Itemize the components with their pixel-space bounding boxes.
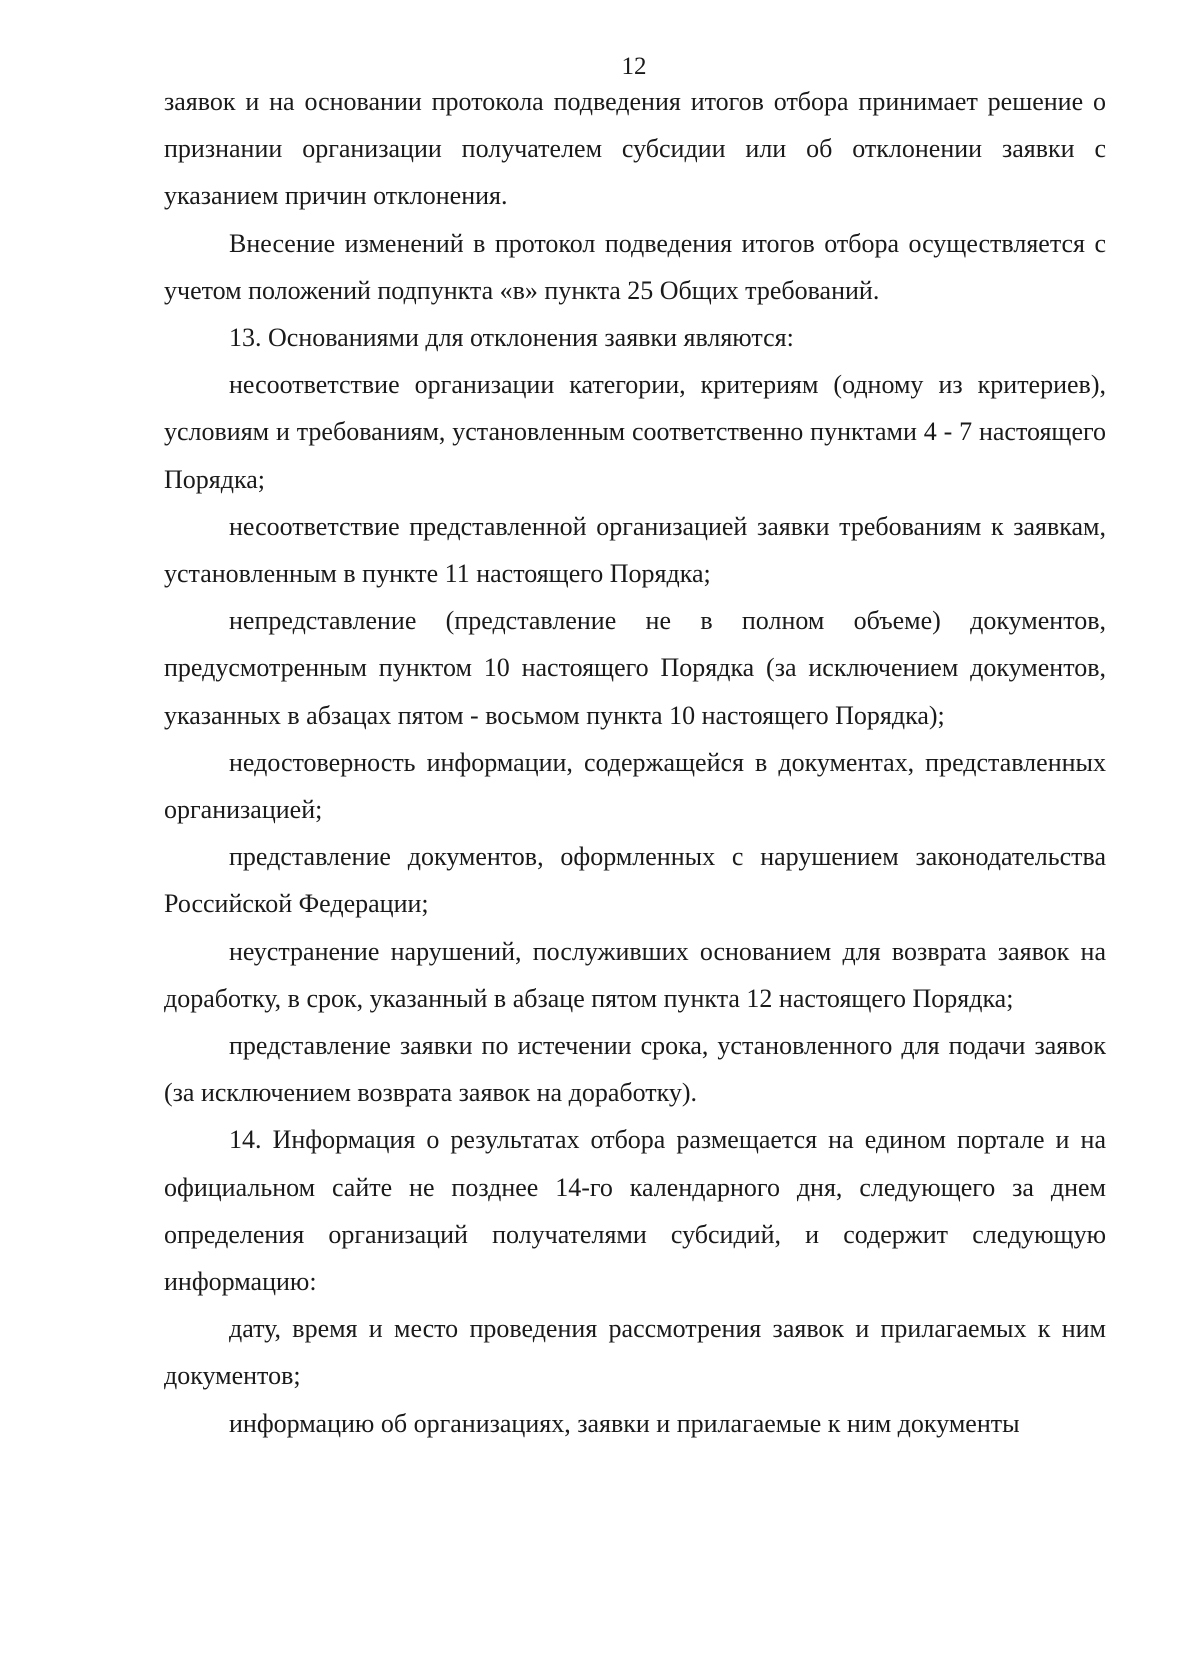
paragraph-late-submission: представление заявки по истечении срока, установленного для подачи заявок (за исключением возврата заявок на доработку). (164, 1031, 1106, 1108)
paragraph-13-heading: 13. Основаниями для отклонения заявки являются: (229, 323, 794, 353)
paragraph-decision: заявок и на основании протокола подведения итогов отбора принимает решение о признании организации получателем субсидии или об отклонении заявки с указанием причин отклонения. (164, 87, 1106, 211)
page-number: 12 (621, 53, 647, 80)
paragraph-unresolved-violations: неустранение нарушений, послуживших основанием для возврата заявок на доработку, в срок, указанный в абзаце пятом пункта 12 настоящего Порядка; (164, 936, 1106, 1013)
paragraph-mismatch-requirements: несоответствие представленной организацией заявки требованиям к заявкам, установленным в пункте 11 настоящего Порядка; (164, 511, 1106, 589)
paragraph-date-time-place: дату, время и место проведения рассмотрения заявок и прилагаемых к ним документов; (164, 1314, 1106, 1391)
paragraph-protocol-changes: Внесение изменений в протокол подведения итогов отбора осуществляется с учетом положений подпункта «в» пункта 25 Общих требований. (164, 228, 1106, 305)
paragraph-missing-documents: непредставление (представление не в полном объеме) документов, предусмотренным пунктом 10 настоящего Порядка (за исключением документов, указанных в абзацах пятом - восьмом пункта 10 настоящего Порядка); (164, 606, 1106, 730)
paragraph-unreliable-info: недостоверность информации, содержащейся в документах, представленных организацией; (164, 747, 1106, 825)
paragraph-law-violation: представление документов, оформленных с нарушением законодательства Российской Федерации; (164, 842, 1106, 919)
document-body (164, 78, 1106, 1447)
paragraph-organizations-info: информацию об организациях, заявки и прилагаемые к ним документы (229, 1408, 1020, 1438)
paragraph-14-results: 14. Информация о результатах отбора размещается на едином портале и на официальном сайте не позднее 14-го календарного дня, следующего за днем определения организаций получателями субсидий, и содержит следующую информацию: (164, 1125, 1106, 1297)
paragraph-mismatch-category: несоответствие организации категории, критериям (одному из критериев), условиям и требованиям, установленным соответственно пунктами 4 - 7 настоящего Порядка; (164, 370, 1106, 494)
